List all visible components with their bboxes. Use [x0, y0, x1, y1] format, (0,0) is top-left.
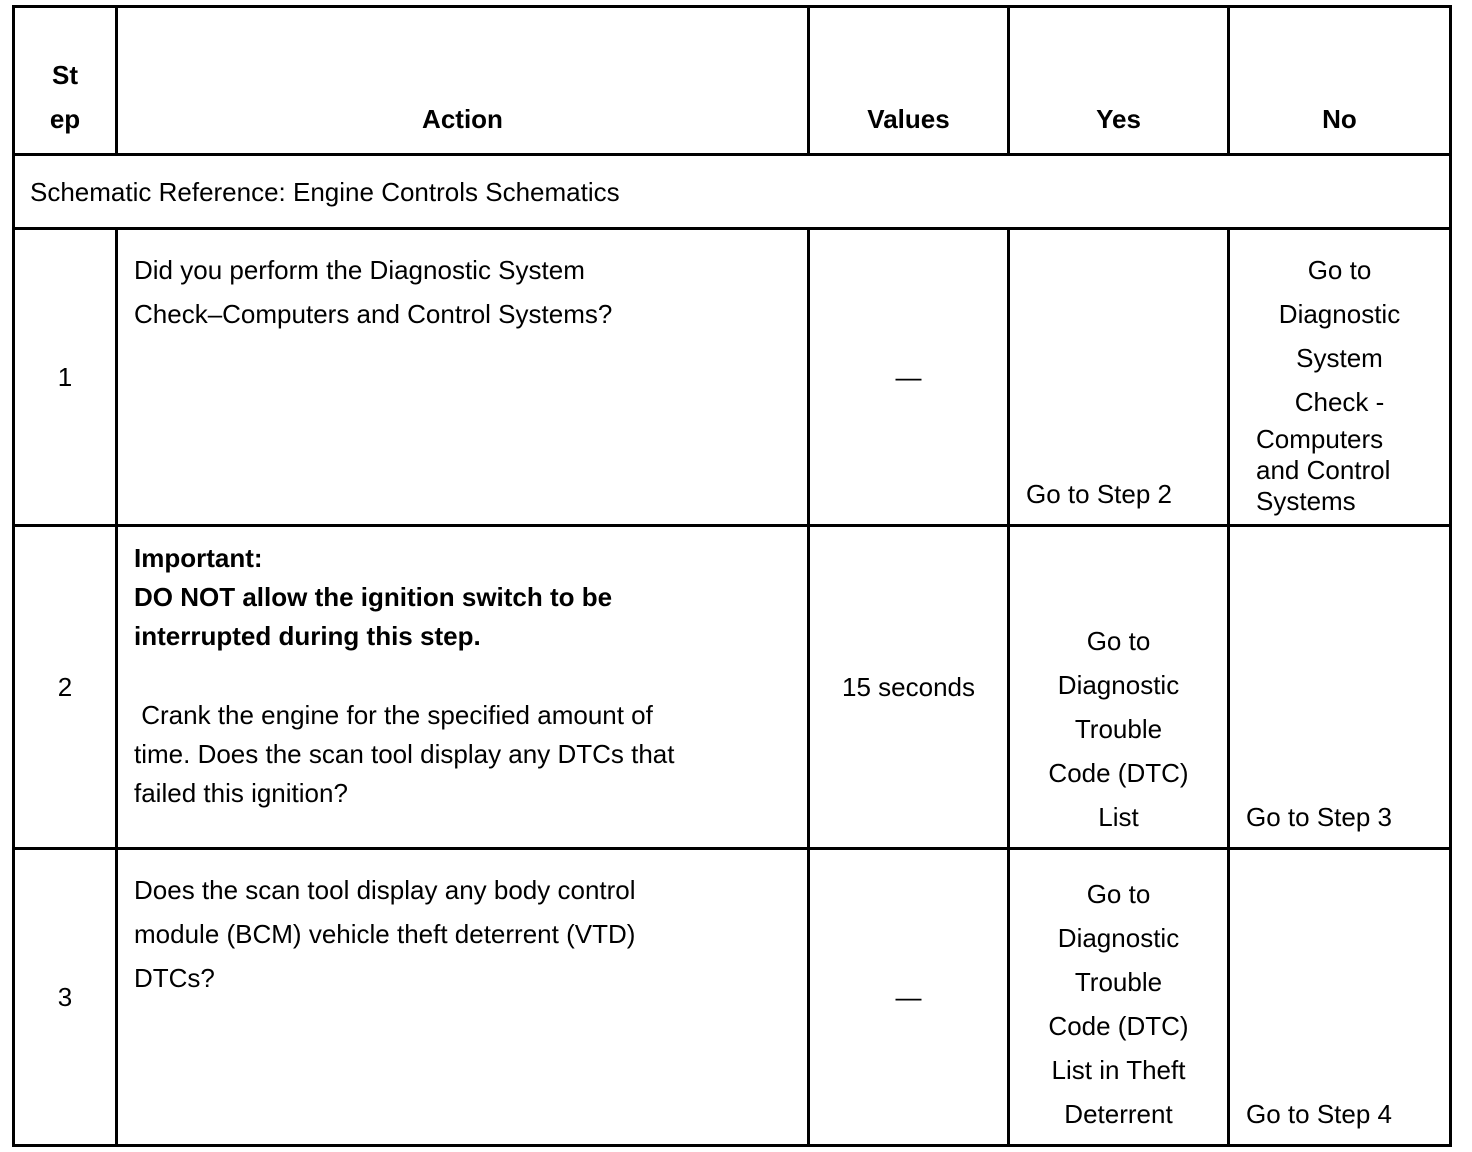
no-text: Computers [1256, 424, 1384, 454]
header-yes: Yes [1009, 7, 1229, 155]
important-text: interrupted during this step. [134, 621, 481, 651]
header-step [14, 7, 117, 155]
yes-text: Deterrent [1064, 1099, 1173, 1129]
table-row [14, 849, 1451, 1146]
action-cell [117, 526, 809, 849]
no-cell [1229, 229, 1451, 526]
action-cell [117, 229, 809, 526]
action-text: module (BCM) vehicle theft deterrent (VTD) [134, 919, 636, 949]
step-number: 1 [14, 229, 117, 526]
no-cell: Go to Step 3 [1229, 526, 1451, 849]
diagnostic-table [12, 5, 1452, 1147]
schematic-reference: Schematic Reference: Engine Controls Schematics [14, 155, 1451, 229]
yes-text: Diagnostic [1057, 670, 1180, 700]
no-text: Go to [1307, 255, 1372, 285]
header-action: Action [117, 7, 809, 155]
action-cell [117, 849, 809, 1146]
yes-text: Code (DTC) [1048, 1011, 1189, 1041]
no-cell: Go to Step 4 [1229, 849, 1451, 1146]
action-text: Does the scan tool display any body control [134, 875, 636, 905]
yes-cell [1009, 526, 1229, 849]
yes-cell [1009, 849, 1229, 1146]
yes-cell: Go to Step 2 [1009, 229, 1229, 526]
table-row [14, 526, 1451, 849]
yes-text: List [1098, 802, 1139, 832]
action-text: Crank the engine for the specified amount of [134, 700, 653, 730]
yes-text: Trouble [1074, 967, 1163, 997]
values-cell: — [809, 229, 1009, 526]
no-text: Check - [1294, 387, 1385, 417]
no-text: Diagnostic [1278, 299, 1401, 329]
no-text: and Control [1256, 455, 1391, 485]
important-text: DO NOT allow the ignition switch to be [134, 582, 613, 612]
action-text: Check–Computers and Control Systems? [134, 299, 613, 329]
no-text: Systems [1256, 486, 1356, 516]
action-text: time. Does the scan tool display any DTCs that [134, 739, 675, 769]
action-text: DTCs? [134, 963, 215, 993]
yes-text: Code (DTC) [1048, 758, 1189, 788]
header-values: Values [809, 7, 1009, 155]
values-cell: — [809, 849, 1009, 1146]
action-text: failed this ignition? [134, 778, 348, 808]
header-row [14, 7, 1451, 155]
no-text: System [1296, 343, 1383, 373]
yes-text: Go to [1086, 626, 1151, 656]
schematic-row [14, 155, 1451, 229]
header-step-line1: St [52, 60, 78, 90]
header-step-line2: ep [49, 104, 81, 134]
yes-text: List in Theft [1051, 1055, 1186, 1085]
yes-text: Trouble [1074, 714, 1163, 744]
action-text: Did you perform the Diagnostic System [134, 255, 585, 285]
yes-text: Diagnostic [1057, 923, 1180, 953]
table-row [14, 229, 1451, 526]
important-label: Important: [134, 543, 263, 573]
values-cell: 15 seconds [809, 526, 1009, 849]
step-number: 3 [14, 849, 117, 1146]
step-number: 2 [14, 526, 117, 849]
header-no: No [1229, 7, 1451, 155]
yes-text: Go to [1086, 879, 1151, 909]
